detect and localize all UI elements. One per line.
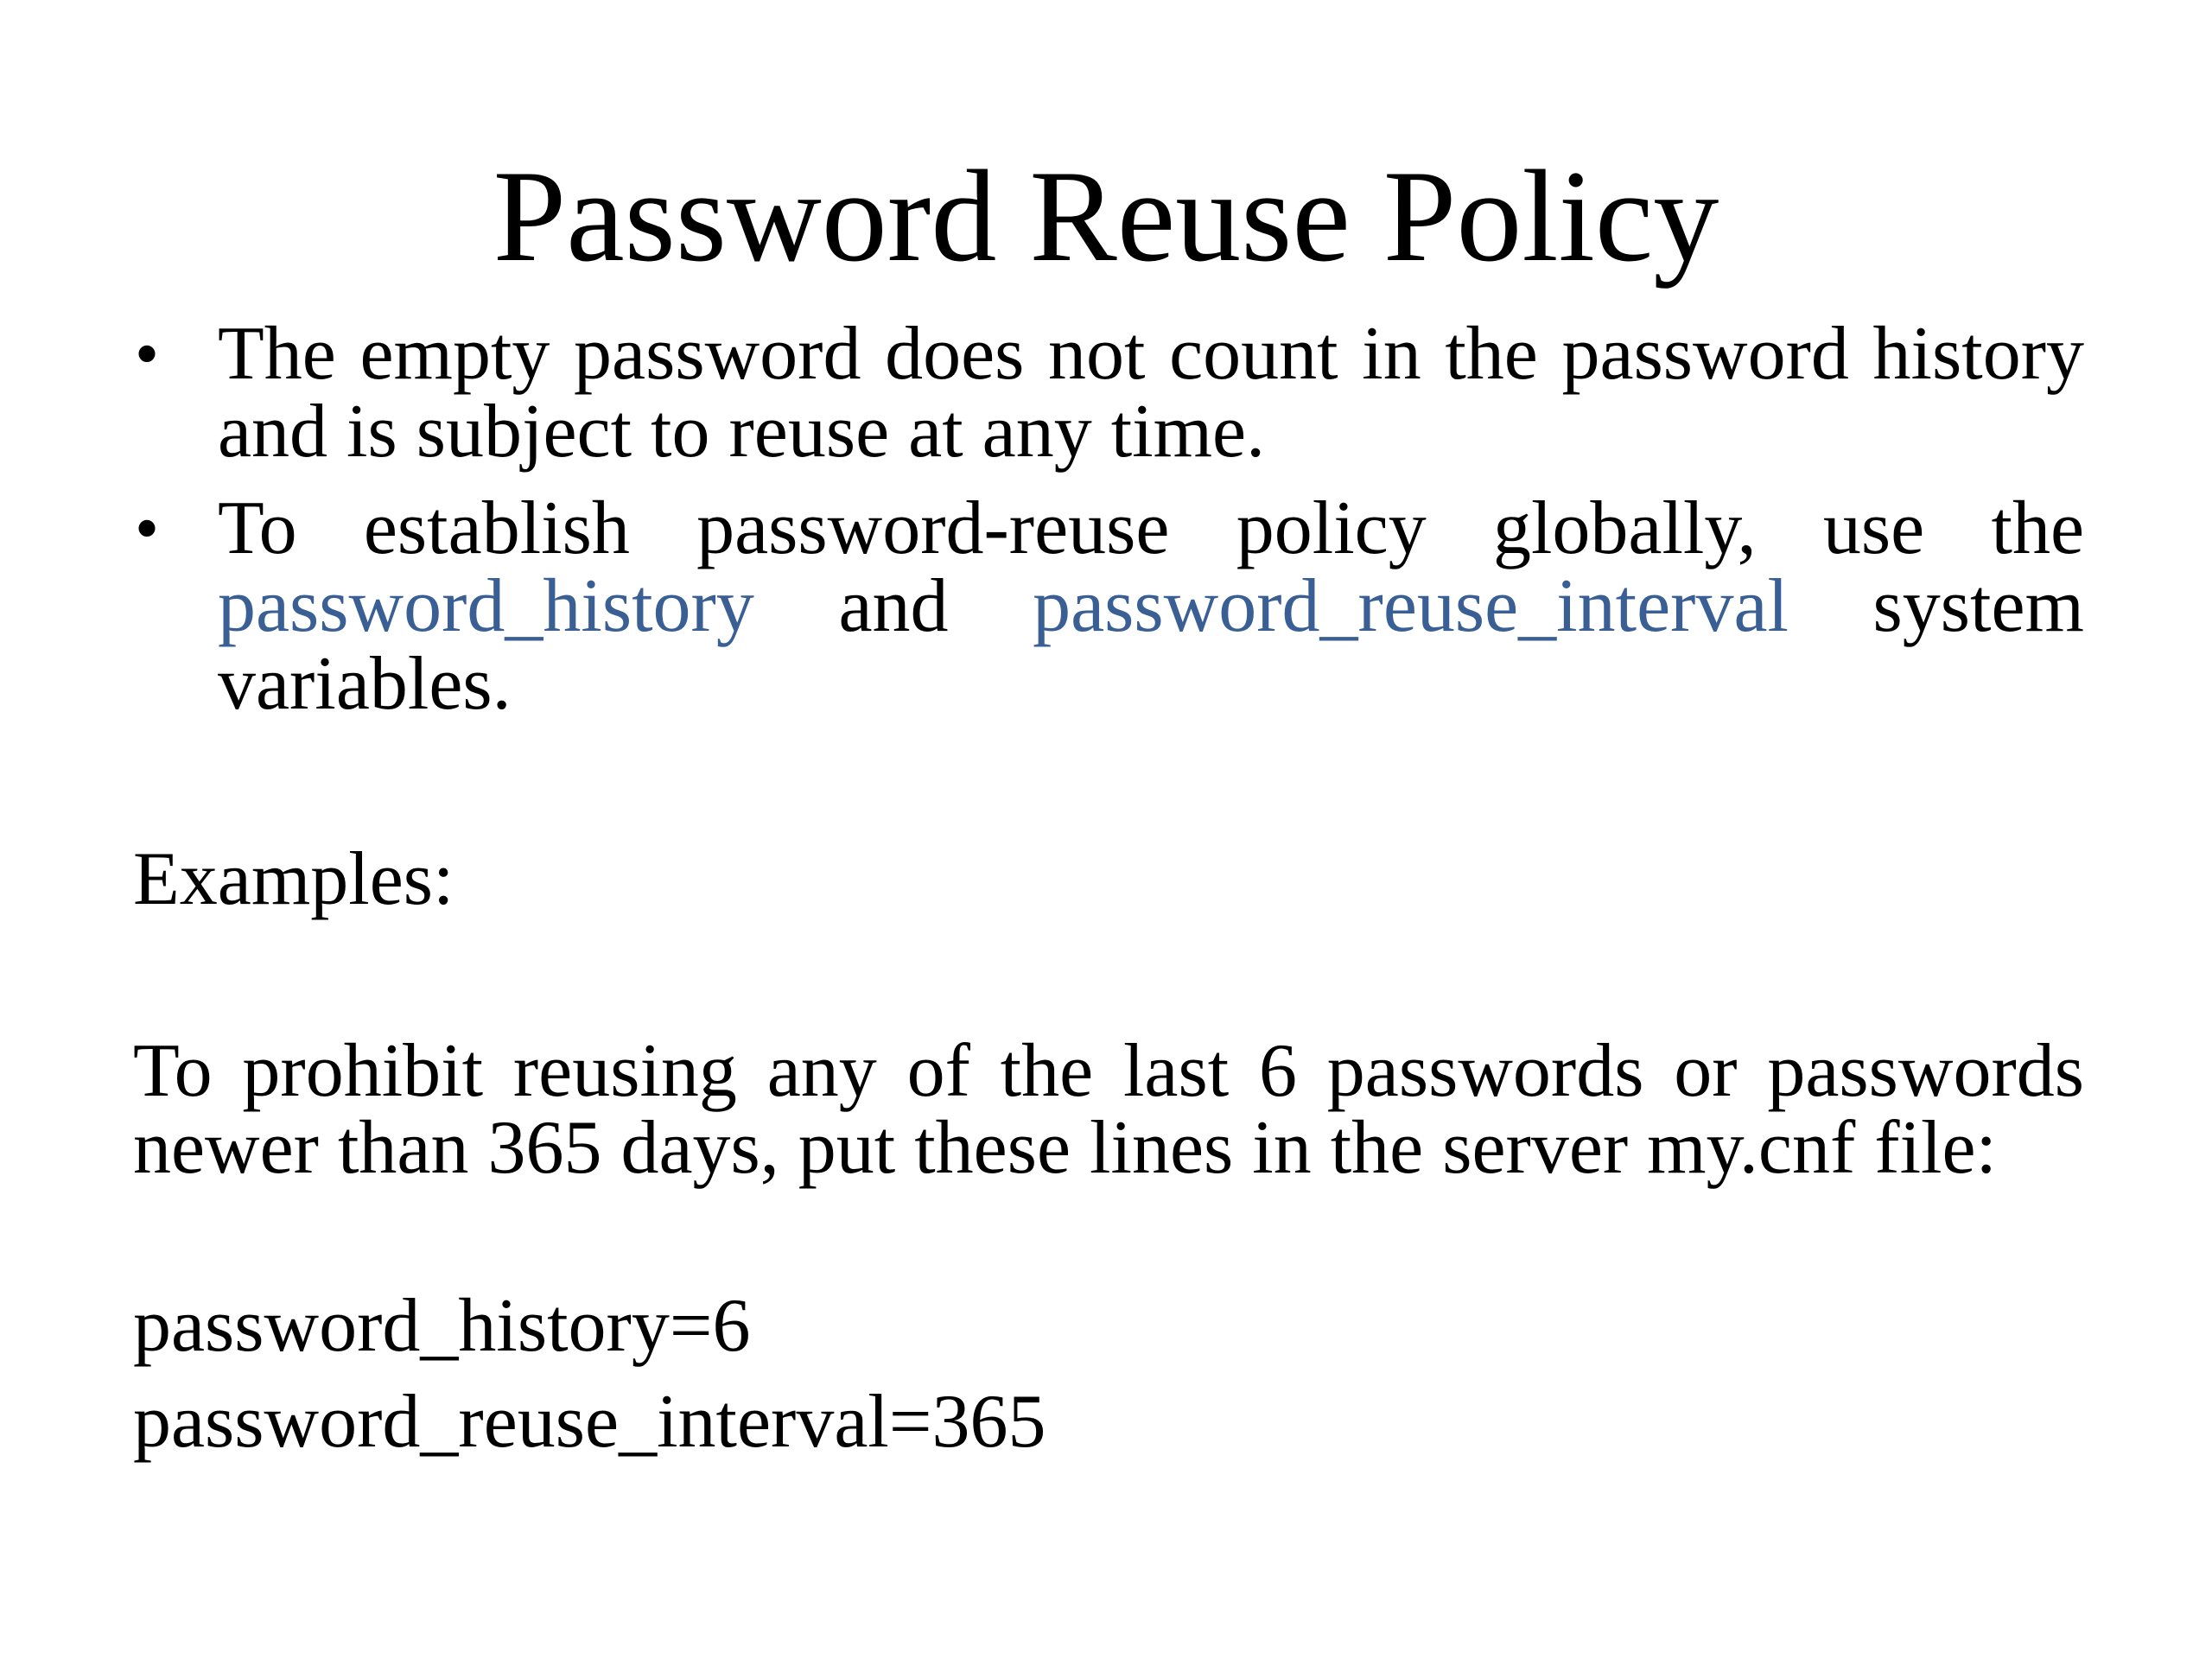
config-line-password-history: password_history=6 [133, 1284, 751, 1368]
example-intro-text: To prohibit reusing any of the last 6 passwords or passwords newer than 365 days, put these lines in the server my.cnf file: [133, 1029, 2084, 1190]
bullet-item-empty-password [130, 312, 2084, 474]
bullet-icon: • [134, 316, 159, 392]
bullet-text-before: To establish password-reuse policy globally, use the [218, 486, 2084, 570]
bullet-text-after: system variables. [218, 564, 2084, 726]
bullet-text-middle: and [753, 564, 1033, 648]
password-history-link[interactable]: password_history [218, 564, 754, 648]
bullet-icon: • [134, 491, 159, 567]
bullet-item-global-policy [130, 486, 2084, 726]
bullet-list [130, 312, 2084, 742]
slide-title: Password Reuse Policy [493, 143, 1719, 289]
password-reuse-interval-link[interactable]: password_reuse_interval [1033, 564, 1789, 648]
examples-label: Examples: [133, 837, 454, 921]
bullet-text: The empty password does not count in the password history and is subject to reuse at any time. [218, 312, 2084, 474]
config-line-password-reuse-interval: password_reuse_interval=365 [133, 1380, 1046, 1464]
